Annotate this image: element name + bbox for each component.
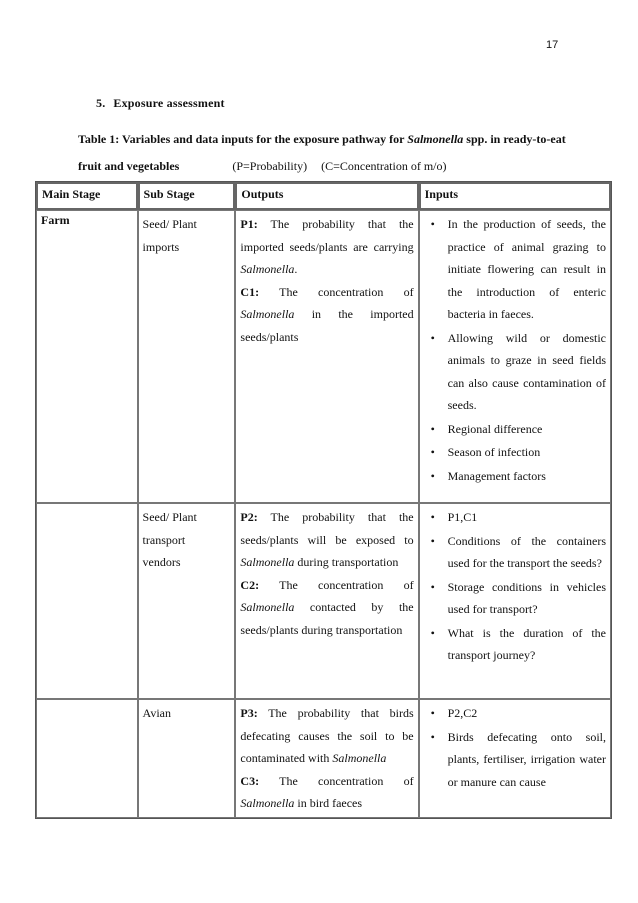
output-text-end: contacted by the seeds/plants during transportation	[240, 600, 414, 637]
inputs-cell	[419, 699, 611, 818]
header-main-stage: Main Stage	[36, 182, 138, 210]
main-stage-cell	[36, 699, 138, 818]
input-item: • Season of infection	[448, 441, 606, 464]
inputs-list	[424, 213, 606, 487]
section-heading	[96, 96, 225, 111]
input-item: • What is the duration of the transport journey?	[448, 622, 606, 667]
output-text-end: during transportation	[294, 555, 399, 569]
caption-legend	[232, 153, 446, 180]
input-item: • Storage conditions in vehicles used for transport?	[448, 576, 606, 621]
outputs-cell	[235, 699, 418, 818]
sub-stage-cell	[138, 210, 236, 503]
input-item: • In the production of seeds, the practice of animal grazing to initiate flowering can result in the introduction of enteric bacteria in faeces.	[448, 213, 606, 326]
output-code: C3:	[240, 773, 260, 788]
output-entry	[240, 281, 413, 349]
output-text-end: .	[294, 262, 298, 276]
output-entry	[240, 506, 413, 574]
inputs-list	[424, 506, 606, 667]
output-text: The concentration of	[259, 577, 414, 592]
output-text: The concentration of	[259, 773, 414, 788]
table-row	[36, 210, 611, 503]
sub-stage-cell	[138, 699, 236, 818]
page-number: 17	[546, 39, 559, 51]
output-code: C2:	[240, 577, 260, 592]
table-row	[36, 699, 611, 818]
input-item: • Birds defecating onto soil, plants, fertiliser, irrigation water or manure can cause	[448, 726, 606, 794]
caption-suffix: spp. in ready-to-eat fruit and vegetables	[78, 132, 566, 173]
main-stage-cell: Farm	[36, 210, 138, 503]
outputs-cell	[235, 503, 418, 699]
output-code: C1:	[240, 284, 260, 299]
output-organism: Salmonella	[240, 307, 295, 321]
table-row	[36, 503, 611, 699]
caption-organism: Salmonella	[407, 132, 464, 146]
output-organism: Salmonella	[240, 600, 295, 614]
output-organism: Salmonella	[240, 555, 295, 569]
inputs-list	[424, 702, 606, 793]
sub-stage-text: Seed/ Plant imports	[142, 217, 197, 254]
output-text: The probability that birds defecating causes the soil to be contaminated with	[240, 706, 414, 765]
sub-stage-text: Seed/ Plant transport vendors	[142, 510, 197, 569]
output-entry	[240, 770, 413, 815]
input-item: • P2,C2	[448, 702, 606, 725]
header-outputs: Outputs	[235, 182, 418, 210]
input-item: • Allowing wild or domestic animals to graze in seed fields can also cause contamination of seeds.	[448, 327, 606, 417]
main-stage-cell	[36, 503, 138, 699]
output-code: P2:	[240, 510, 258, 524]
output-entry	[240, 213, 413, 281]
sub-stage-text: Avian	[142, 706, 171, 720]
table-header-row	[36, 182, 611, 210]
output-organism: Salmonella	[240, 262, 295, 276]
output-entry	[240, 574, 413, 642]
outputs-cell	[235, 210, 418, 503]
sub-stage-cell	[138, 503, 236, 699]
section-number: 5.	[96, 96, 106, 110]
header-sub-stage: Sub Stage	[138, 182, 236, 210]
caption-prefix: Table 1: Variables and data inputs for the exposure pathway for	[78, 132, 408, 146]
output-text: The probability that the seeds/plants will be exposed to	[240, 510, 414, 547]
header-inputs: Inputs	[419, 182, 611, 210]
output-text-end: in the imported seeds/plants	[240, 307, 414, 344]
input-item: • P1,C1	[448, 506, 606, 529]
output-text: The probability that the imported seeds/plants are carrying	[240, 217, 414, 254]
input-item: • Management factors	[448, 465, 606, 488]
output-organism: Salmonella	[332, 751, 387, 765]
legend-concentration: (C=Concentration of m/o)	[321, 159, 447, 173]
section-title: Exposure assessment	[113, 96, 225, 110]
table-caption	[78, 126, 578, 180]
output-code: P3:	[240, 706, 258, 720]
input-item: • Regional difference	[448, 418, 606, 441]
output-entry	[240, 702, 413, 770]
output-organism: Salmonella	[240, 796, 295, 810]
exposure-table	[35, 181, 612, 819]
output-text-end: in bird faeces	[294, 796, 363, 810]
output-code: P1:	[240, 217, 258, 231]
legend-probability: (P=Probability)	[232, 159, 308, 173]
inputs-cell	[419, 210, 611, 503]
output-text: The concentration of	[259, 284, 414, 299]
input-item: • Conditions of the containers used for the transport the seeds?	[448, 530, 606, 575]
inputs-cell	[419, 503, 611, 699]
